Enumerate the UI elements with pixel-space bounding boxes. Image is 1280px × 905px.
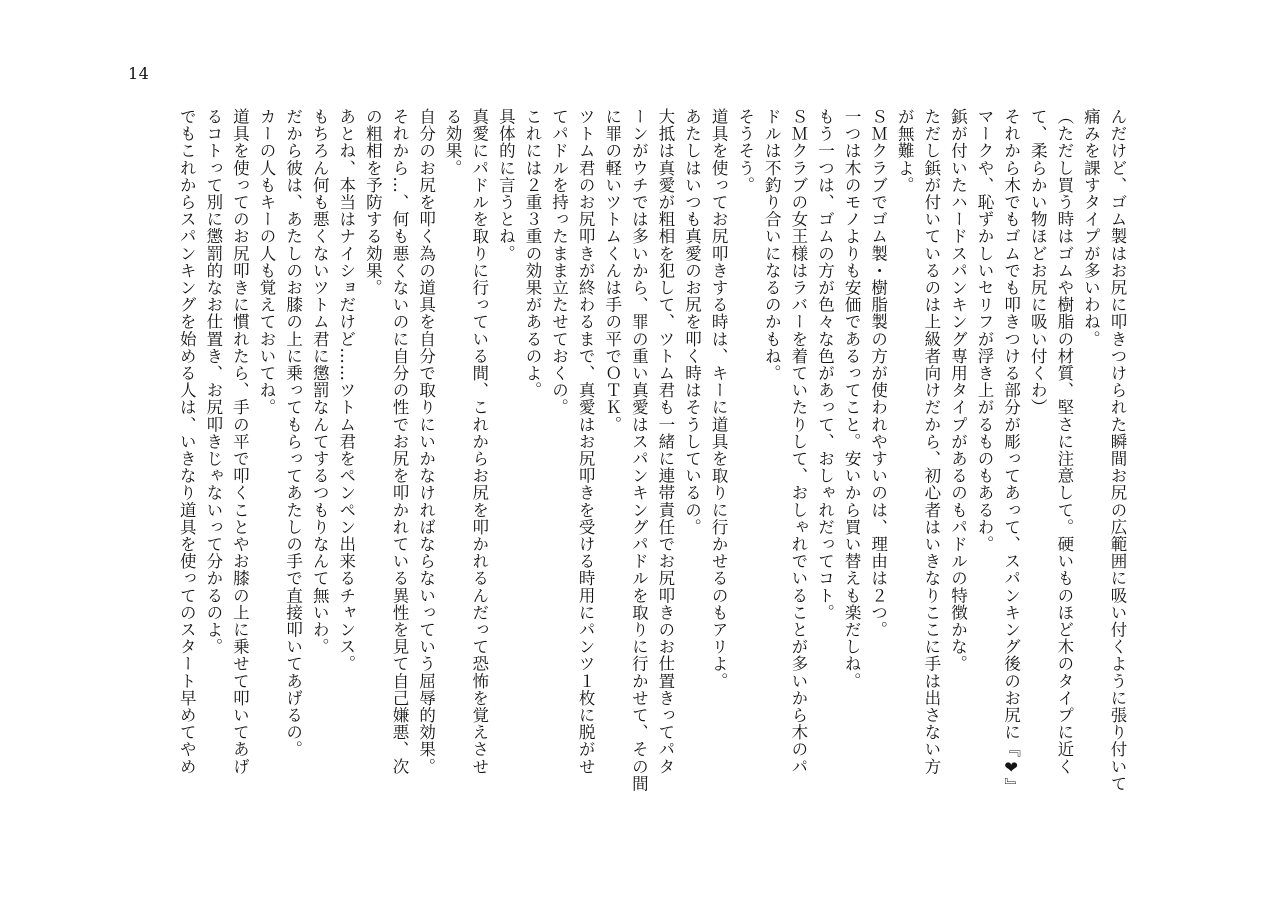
text-line: でもこれからスパンキングを始める人は、いきなり道具を使ってのスタート早めてやめ: [177, 108, 197, 775]
text-line: て、柔らかい物ほどお尻に吸い付くわ）: [1028, 108, 1048, 416]
text-line: んだけど、ゴム製はお尻に叩きつけられた瞬間お尻の広範囲に吸い付くように張り付いて: [1108, 108, 1127, 792]
text-line: 一つは木のモノよりも安価であるってこと。安いから買い替えも楽だしね。: [842, 108, 862, 690]
text-line: カーの人もキーの人も覚えておいてね。: [257, 108, 276, 416]
text-line: 真愛にパドルを取りに行っている間、これからお尻を叩かれるんだって恐怖を覚えさせ: [469, 108, 489, 775]
text-line: ＳＭクラブでゴム製・樹脂製の方が使われやすいのは、理由は２つ。: [868, 108, 888, 639]
text-line: 自分のお尻を叩く為の道具を自分で取りにいかなければならないっていう屈辱的効果。: [416, 108, 436, 775]
text-line: 痛みを課すタイプが多いわね。: [1081, 108, 1101, 348]
text-line: 具体的に言うとね。: [496, 108, 516, 262]
text-line: 鋲が付いたハードスパンキング専用タイプがあるのもパドルの特徴かな。: [948, 108, 968, 673]
text-line: もう一つは、ゴムの方が色々な色があって、おしゃれだってコト。: [815, 108, 835, 621]
text-line: それから木でもゴムでも叩きつける部分が彫ってあって、スパンキング後のお尻に『❤』: [1001, 108, 1021, 795]
text-line: あたしはいつも真愛のお尻を叩く時はそうしているの。: [682, 108, 702, 536]
text-line: あとね、本当はナイショだけど……ツトム君をペンペン出来るチャンス。: [336, 108, 356, 673]
text-line: これには２重３重の効果があるのよ。: [522, 108, 542, 399]
body-text: [173, 108, 1130, 808]
text-line: それから…、何も悪くないのに自分の性でお尻を叩かれている異性を見て自己嫌悪、次: [389, 108, 409, 775]
text-line: ＳＭクラブの女王様はラバーを着ていたりして、おしゃれでいることが多いから木のパ: [788, 108, 808, 775]
text-line: の粗相を予防する効果。: [363, 108, 383, 297]
text-line: るコトって別に懲罰的なお仕置き、お尻叩きじゃないって分かるのよ。: [203, 108, 223, 656]
text-line: る効果。: [443, 108, 463, 177]
text-line: が無難よ。: [895, 108, 915, 194]
text-line: 道具を使ってお尻叩きする時は、キーに道具を取りに行かせるのもアリよ。: [709, 108, 729, 690]
text-line: （ただし買う時はゴムや樹脂の材質、堅さに注意して。硬いものほど木のタイプに近く: [1054, 108, 1074, 775]
text-line: そうそう。: [735, 108, 755, 194]
text-line: てパドルを持ったまま立たせておくの。: [549, 108, 569, 416]
page-number: 14: [128, 64, 150, 83]
text-line: 大抵は真愛が粗相を犯して、ツトム君も一緒に連帯責任でお尻叩きのお仕置きってパタ: [655, 108, 675, 775]
text-line: もちろん何も悪くないツトム君に懲罰なんてするつもりなんて無いわ。: [310, 108, 330, 656]
text-line: 道具を使ってのお尻叩きに慣れたら、手の平で叩くことやお膝の上に乗せて叩いてあげ: [230, 108, 250, 775]
text-line: ツトム君のお尻叩きが終わるまで、真愛はお尻叩きを受ける時用にパンツ１枚に脱がせ: [576, 108, 596, 775]
text-line: に罪の軽いツトムくんは手の平でＯＴＫ。: [602, 108, 622, 433]
text-line: だから彼は、あたしのお膝の上に乗ってもらってあたしの手で直接叩いてあげるの。: [283, 108, 303, 758]
text-line: ーンがウチでは多いから、罪の重い真愛はスパンキングパドルを取りに行かせて、その間: [629, 108, 649, 792]
text-line: ただし鋲が付いているのは上級者向けだから、初心者はいきなりここに手は出さない方: [921, 108, 941, 775]
text-line: マークや、恥ずかしいセリフが浮き上がるものもあるわ。: [975, 108, 995, 553]
text-line: ドルは不釣り合いになるのかもね。: [762, 108, 782, 382]
